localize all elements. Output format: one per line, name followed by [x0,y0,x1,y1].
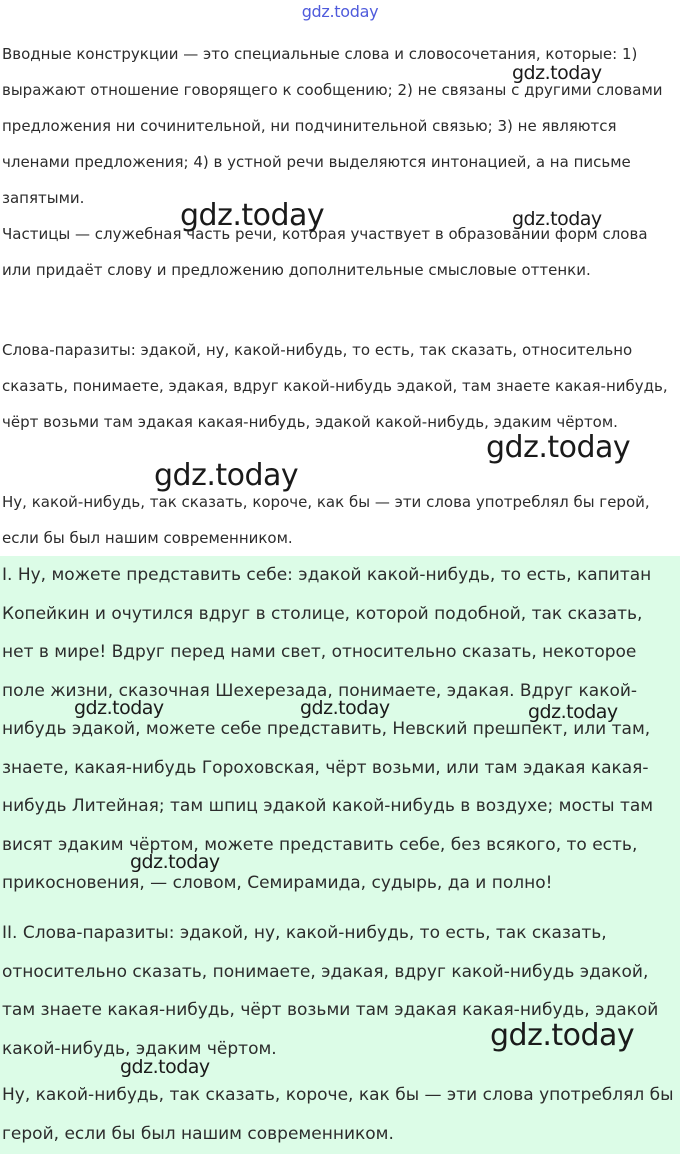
watermark-text: gdz.today [528,701,618,723]
watermark-text: gdz.today [490,1018,635,1053]
particles-paragraph: Частицы — служебная часть речи, которая участвует в образовании форм слова или придаёт слову и предложению дополнительные смысловые оттенки. [2,225,648,279]
watermark-text: gdz.today [512,208,602,230]
site-logo[interactable]: gdz.today [301,2,379,21]
answer-conclusion-paragraph: Ну, какой-нибудь, так сказать, короче, как бы — эти слова употреблял бы герой, если бы был нашим современником. [2,1085,674,1144]
watermark-text: gdz.today [74,697,164,719]
watermark-text: gdz.today [300,697,390,719]
watermark-text: gdz.today [154,458,299,493]
intro-constructions-paragraph: Вводные конструкции — это специальные слова и словосочетания, которые: 1) выражают отношение говорящего к сообщению; 2) не связаны с другими словами предложения ни сочинительной, ни подчинительной связью; 3) не являются членами предложения; 4) в устной речи выделяются интонацией, а на письме запятыми. [2,45,663,207]
filler-words-paragraph: Слова-паразиты: эдакой, ну, какой-нибудь, то есть, так сказать, относительно сказать, понимаете, эдакая, вдруг какой-нибудь эдакой, там знаете какая-нибудь, чёрт возьми там эдакая какая-нибудь, эдакой какой-нибудь, эдаким чёртом. [2,341,668,431]
watermark-text: gdz.today [130,851,220,873]
modern-hero-paragraph: Ну, какой-нибудь, так сказать, короче, как бы — эти слова употреблял бы герой, если бы был нашим современником. [2,493,650,547]
theory-section [0,36,680,556]
watermark-text: gdz.today [120,1056,210,1078]
answer-section [0,556,680,1154]
watermark-text: gdz.today [512,62,602,84]
watermark-text: gdz.today [180,198,325,233]
answer-part-one-paragraph: I. Ну, можете представить себе: эдакой какой-нибудь, то есть, капитан Копейкин и очутился вдруг в столице, которой подобной, так сказать, нет в мире! Вдруг перед нами свет, относительно сказать, некоторое поле жизни, сказочная Шехерезада, понимаете, эдакая. Вдруг какой-нибудь эдакой, можете себе представить, Невский прешпект, или там, знаете, какая-нибудь Гороховская, чёрт возьми, или там эдакая какая-нибудь Литейная; там шпиц эдакой какой-нибудь в воздухе; мосты там висят эдаким чёртом, можете представить себе, без всякого, то есть, прикосновения, — словом, Семирамида, судырь, да и полно! [2,565,654,893]
watermark-text: gdz.today [486,430,631,465]
answer-part-two-paragraph: II. Слова-паразиты: эдакой, ну, какой-нибудь, то есть, так сказать, относительно сказать, понимаете, эдакая, вдруг какой-нибудь эдакой, там знаете какая-нибудь, чёрт возьми там эдакая какая-нибудь, эдакой какой-нибудь, эдаким чёртом. [2,923,659,1059]
